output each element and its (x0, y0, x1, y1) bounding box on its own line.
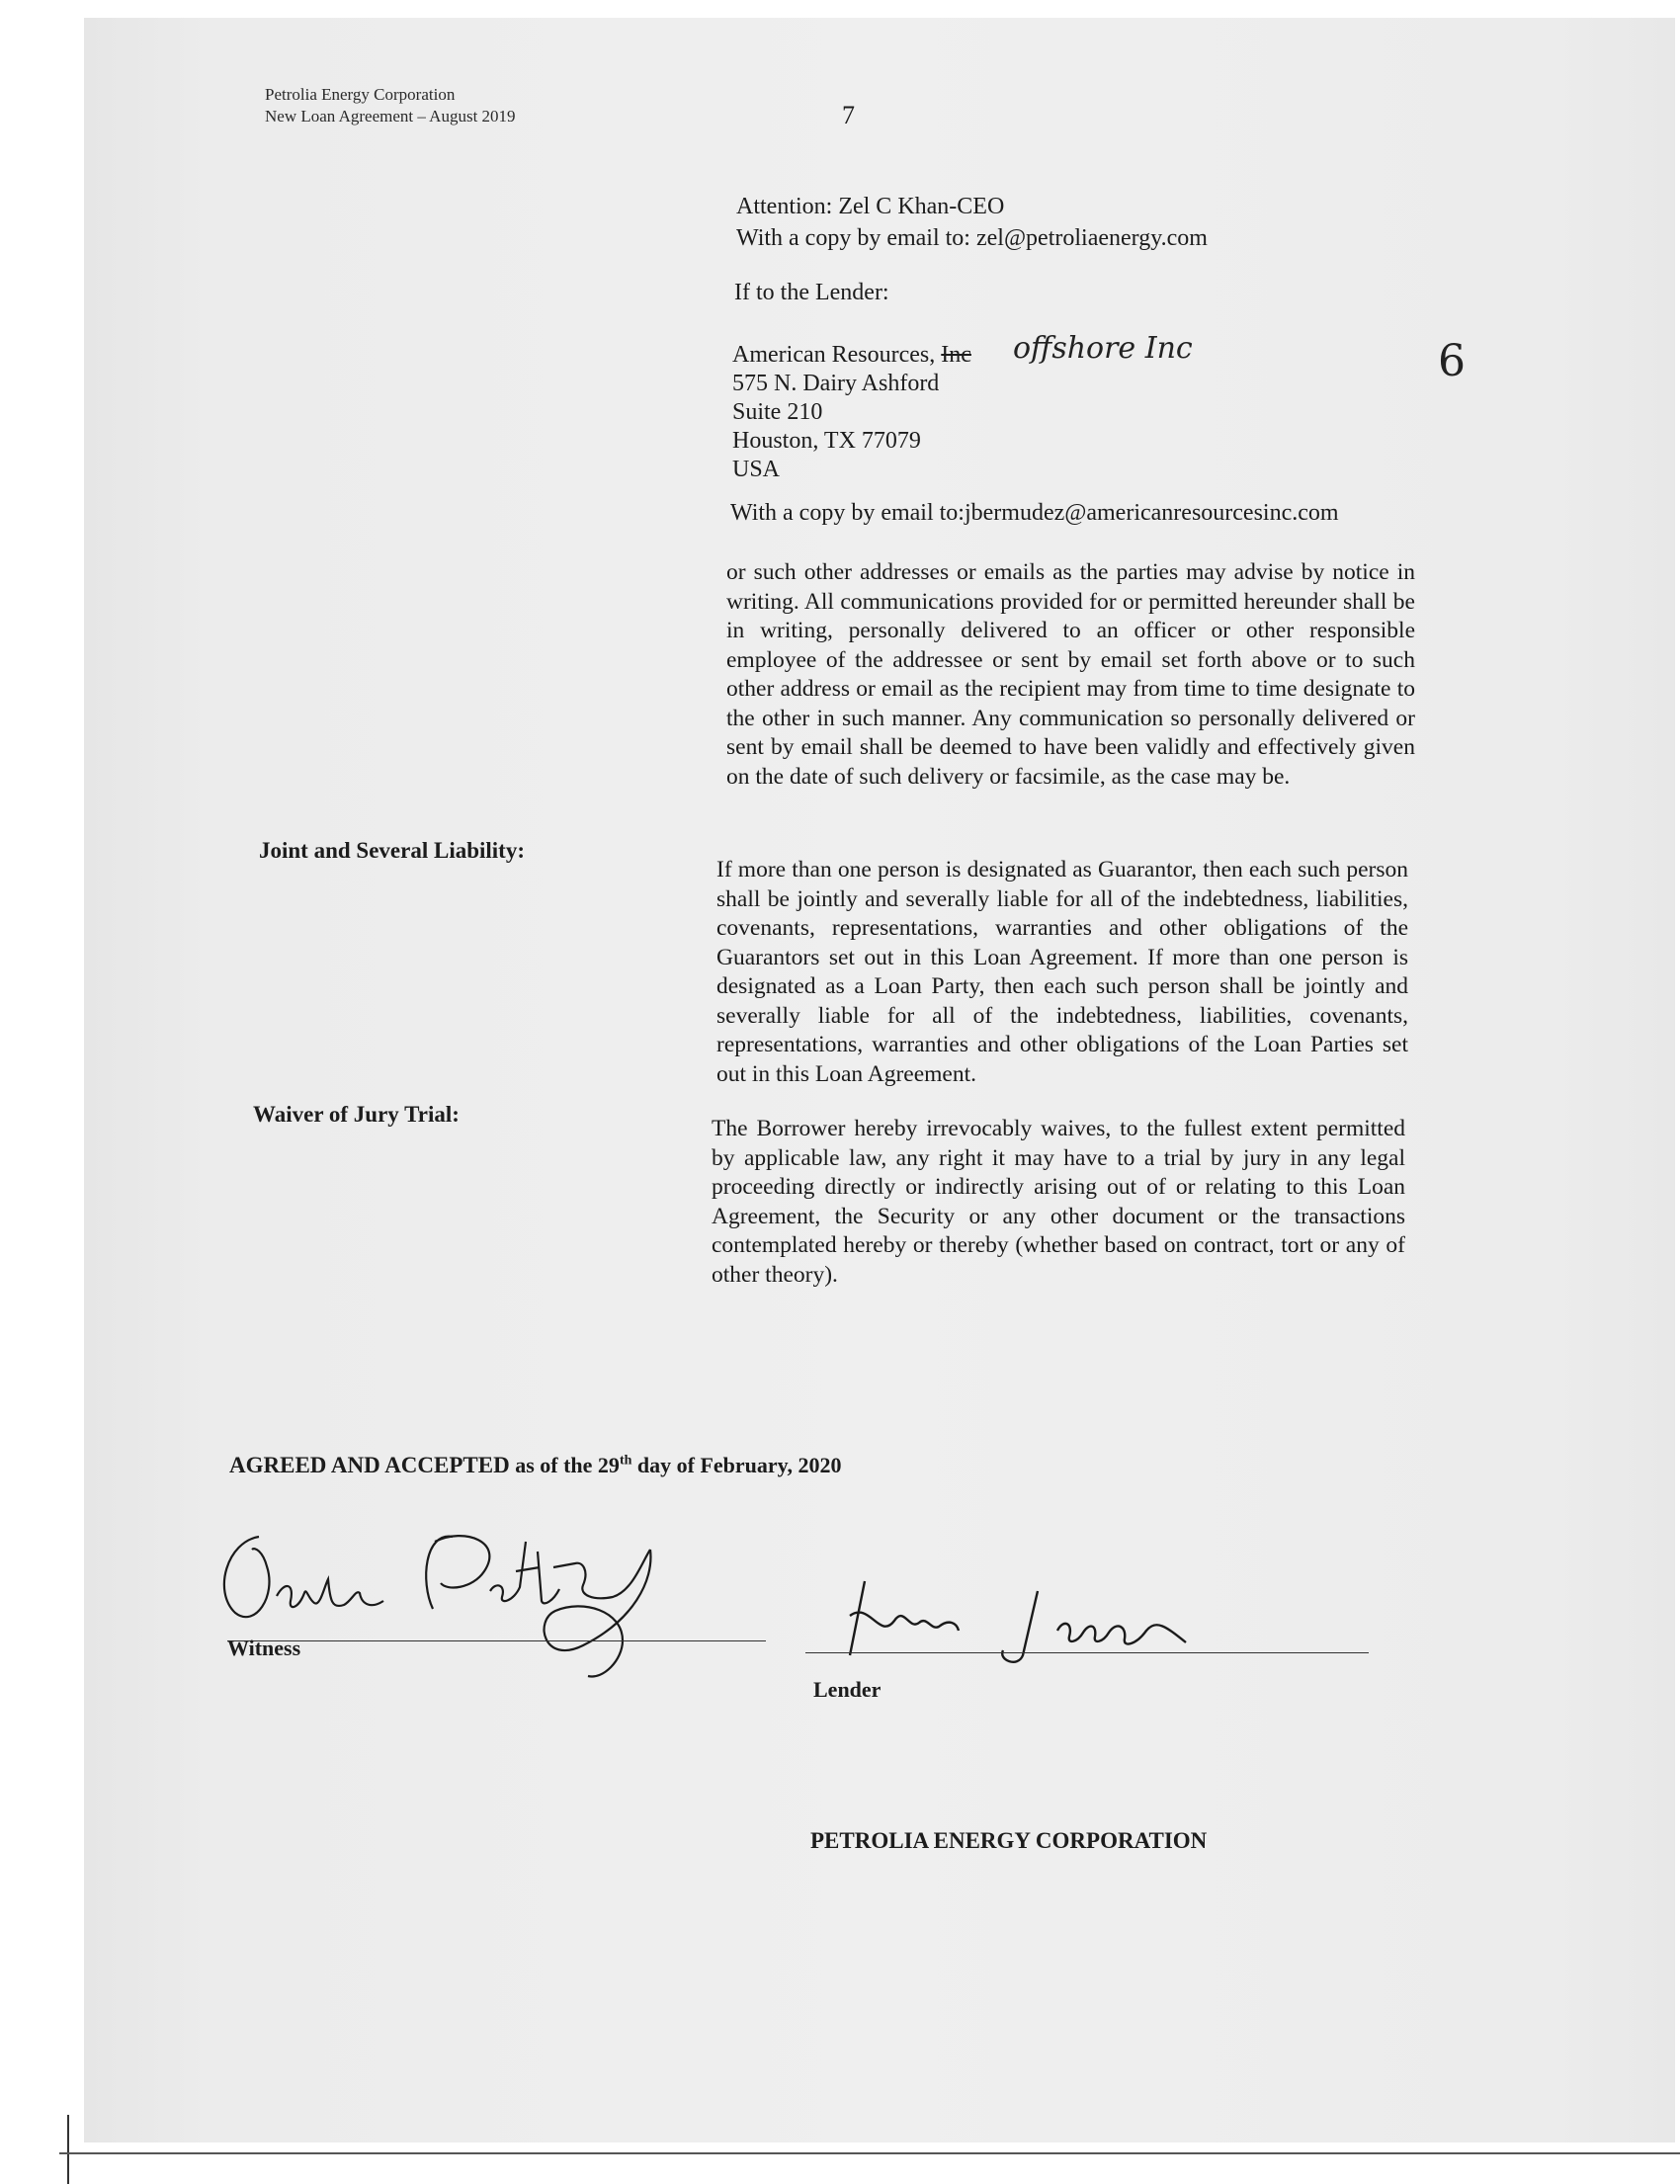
lender-signature-line (805, 1652, 1369, 1653)
borrower-email-copy: With a copy by email to: zel@petroliaenergy.com (736, 225, 1208, 251)
witness-label: Witness (227, 1636, 301, 1660)
lender-name-printed: American Resources, (732, 342, 942, 368)
lender-name-struck: Inc (941, 342, 971, 368)
page-number: 7 (842, 101, 855, 129)
attention-line: Attention: Zel C Khan-CEO (736, 194, 1005, 219)
agreed-month-year: day of February, 2020 (631, 1453, 842, 1477)
section-text-jury-waiver: The Borrower hereby irrevocably waives, to the fullest extent permitted by applicable law, any right it may have to a trial by jury in any legal proceeding directly or indirectly arising out of or relating to this Loan Agreement, the Security or any other document or the transactions contemplated hereby or thereby (whether based on contract, tort or any of other theory). (712, 1116, 1405, 1288)
agreed-date-text: as of the 29 (509, 1453, 620, 1477)
address-line: 575 N. Dairy Ashford (732, 371, 940, 396)
address-line: Houston, TX 77079 (732, 428, 921, 454)
company-name-footer: PETROLIA ENERGY CORPORATION (810, 1828, 1208, 1853)
section-label-joint-liability: Joint and Several Liability: (259, 838, 525, 863)
witness-signature (208, 1502, 721, 1700)
header-company: Petrolia Energy Corporation (265, 85, 456, 104)
header-document-title: New Loan Agreement – August 2019 (265, 107, 516, 126)
address-line: USA (732, 457, 781, 482)
section-text-joint-liability: If more than one person is designated as Guarantor, then each such person shall be jointly and severally liable for all of the indebtedness, liabilities, covenants, representations, warranties and other obligations of the Guarantors set out in this Loan Agreement. If more than one person is designated as a Loan Party, then each such person shall be jointly and severally liable for all of the indebtedness, liabilities, covenants, representations, warranties and other obligations of the Loan Parties set out in this Loan Agreement. (716, 857, 1408, 1087)
agreed-prefix: AGREED AND ACCEPTED (229, 1453, 510, 1477)
witness-signature-line (227, 1640, 766, 1641)
margin-mark: 6 (1438, 336, 1466, 386)
section-label-jury-waiver: Waiver of Jury Trial: (253, 1102, 460, 1127)
lender-label: Lender (813, 1677, 882, 1702)
handwritten-correction: offshore Inc (1013, 331, 1193, 366)
date-superscript: th (619, 1453, 632, 1469)
agreed-and-accepted (229, 1453, 841, 1478)
address-line: Suite 210 (732, 399, 823, 425)
lender-signature (810, 1561, 1245, 1670)
notice-paragraph: or such other addresses or emails as the parties may advise by notice in writing. All communications provided for or permitted hereunder shall be in writing, personally delivered to an officer or other responsible employee of the addressee or sent by email set forth above or to such other address or email as the recipient may from time to time designate to the other in such manner. Any communication so personally delivered or sent by email shall be deemed to have been validly and effectively given on the date of such delivery or facsimile, as the case may be. (726, 559, 1415, 790)
lender-intro: If to the Lender: (734, 280, 889, 305)
lender-address (732, 370, 939, 484)
scan-bottom-edge (59, 2152, 1680, 2154)
lender-email-copy: With a copy by email to:jbermudez@americanresourcesinc.com (730, 500, 1339, 526)
lender-name (732, 341, 971, 370)
